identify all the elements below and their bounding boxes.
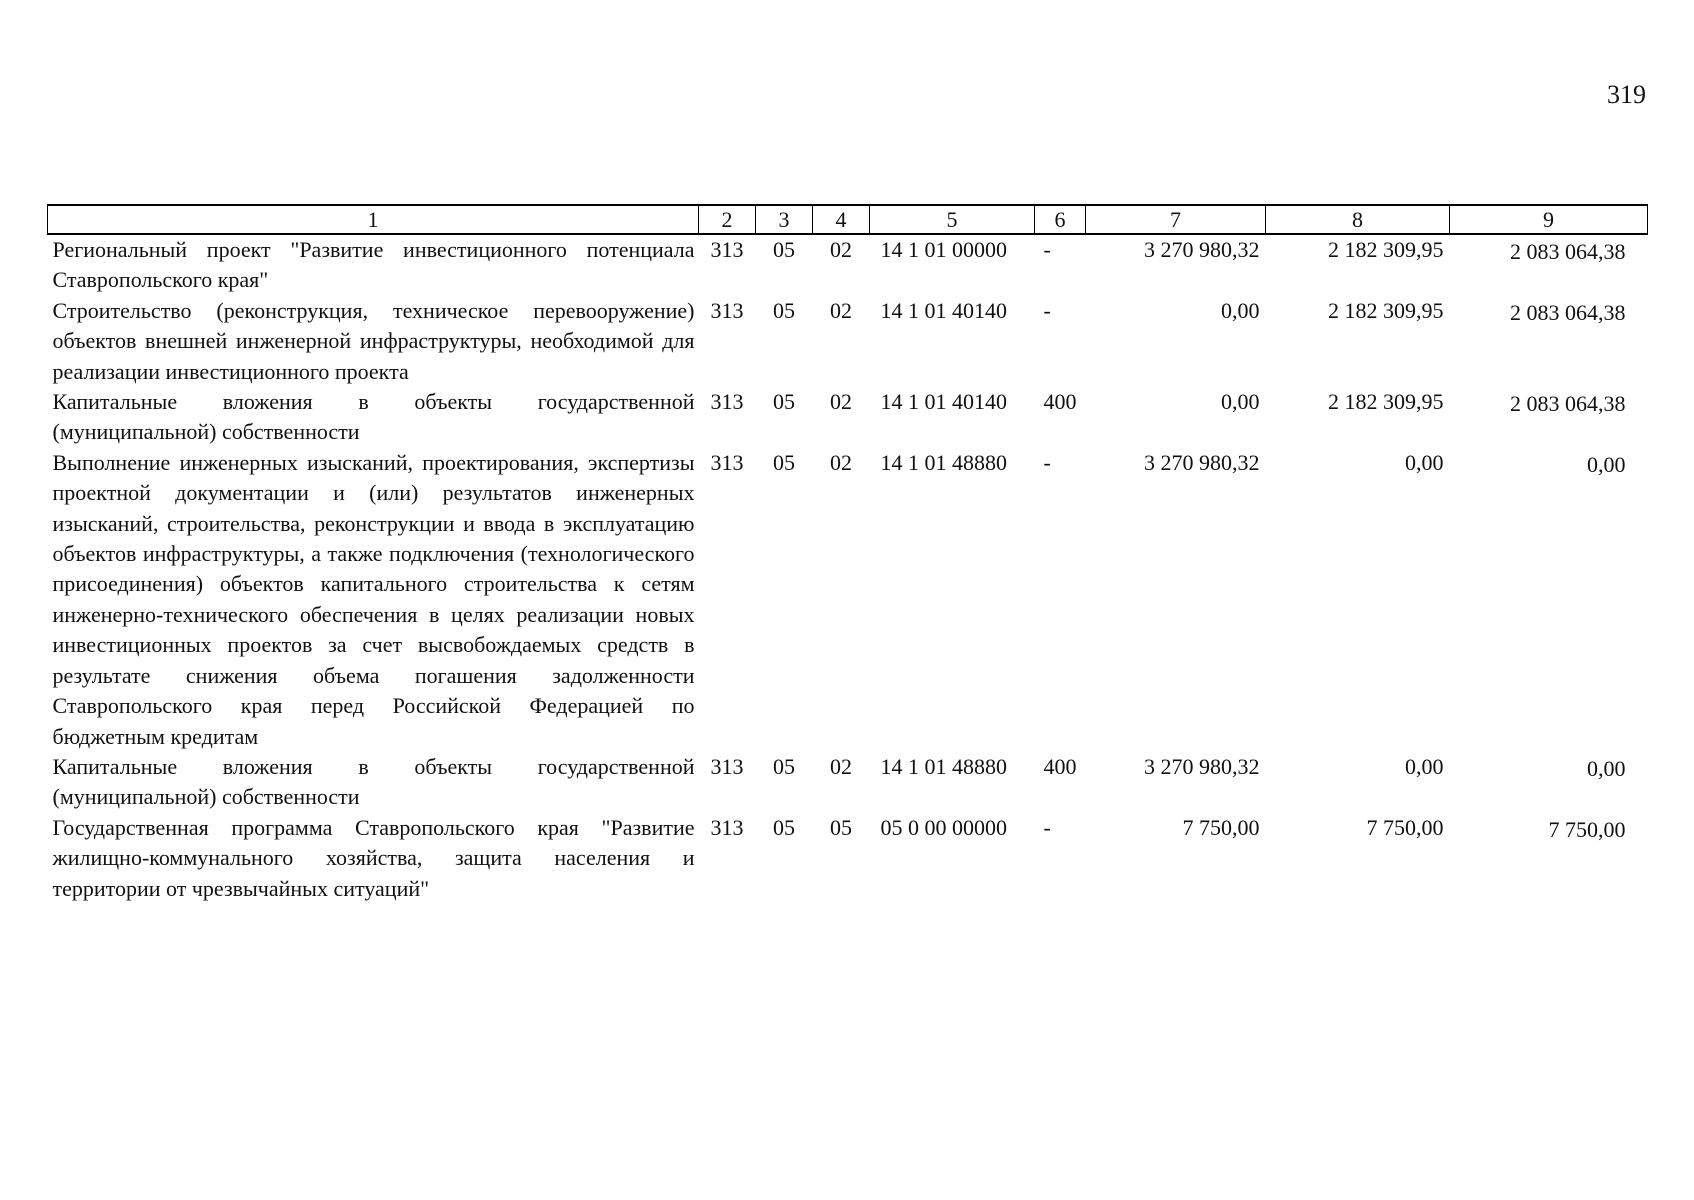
- row-col-8: 2 182 309,95: [1328, 237, 1444, 262]
- row-col-4: 02: [830, 297, 852, 323]
- row-col-3: 05: [773, 814, 795, 840]
- row-name: Государственная программа Ставропольского края "Развитие жилищно-коммунального хозяйства, защита населения и территории от чрезвычайных ситуаций": [52, 814, 695, 901]
- row-col-2: 313: [710, 449, 744, 475]
- row-col-7: 7 750,00: [1182, 814, 1260, 840]
- row-col-9: [1450, 448, 1648, 752]
- row-col-9-value: 2 083 064,38: [1510, 299, 1626, 325]
- row-col-5: 14 1 01 40140: [880, 389, 1007, 415]
- row-col-3: 05: [773, 449, 795, 475]
- row-col-4: 02: [830, 237, 852, 262]
- table-row: [48, 296, 1648, 387]
- row-col-5: 05 0 00 00000: [880, 814, 1007, 840]
- row-col-9: [1450, 296, 1648, 387]
- row-col-2: 313: [710, 297, 744, 323]
- row-col-5: 14 1 01 48880: [880, 753, 1007, 779]
- row-name: Выполнение инженерных изысканий, проектирования, экспертизы проектной документации и (или) результатов инженерных изысканий, строительства, реконструкции и ввода в эксплуатацию объектов инфраструктуры, а также подключения (технологического присоединения) объектов капитального строительства к сетям инженерно-технического обеспечения в целях реализации новых инвестиционных проектов за счет высвобождаемых средств в результате снижения объема погашения задолженности Ставропольского края перед Российской Федерацией по бюджетным кредитам: [52, 449, 695, 749]
- column-header: 3: [756, 205, 813, 234]
- row-col-9-value: 2 083 064,38: [1510, 391, 1626, 417]
- row-col-8: 2 182 309,95: [1328, 297, 1444, 323]
- page-number: 319: [1607, 80, 1646, 109]
- row-col-5: 14 1 01 40140: [880, 297, 1007, 323]
- row-col-3: 05: [773, 753, 795, 779]
- row-col-9-value: 7 750,00: [1548, 816, 1626, 842]
- row-col-4: 02: [830, 753, 852, 779]
- column-header: 8: [1266, 205, 1450, 234]
- row-col-6: -: [1043, 237, 1051, 262]
- row-col-9-value: 2 083 064,38: [1510, 239, 1626, 264]
- row-col-8: 2 182 309,95: [1328, 389, 1444, 415]
- row-col-8: 0,00: [1405, 753, 1444, 779]
- row-col-8: 0,00: [1405, 449, 1444, 475]
- row-col-4: 02: [830, 449, 852, 475]
- row-col-9-value: 0,00: [1587, 451, 1626, 477]
- row-col-7: 0,00: [1221, 297, 1260, 323]
- table-row: [48, 752, 1648, 813]
- row-col-9: [1450, 813, 1648, 904]
- row-col-5: 14 1 01 48880: [880, 449, 1007, 475]
- row-col-6: -: [1043, 814, 1051, 840]
- row-col-8: 7 750,00: [1366, 814, 1444, 840]
- row-col-6: 400: [1043, 753, 1077, 779]
- row-name: Капитальные вложения в объекты государственной (муниципальной) собственности: [52, 389, 695, 445]
- row-name: Капитальные вложения в объекты государственной (муниципальной) собственности: [52, 753, 695, 810]
- row-col-3: 05: [773, 297, 795, 323]
- row-col-4: 02: [830, 389, 852, 415]
- row-col-9: [1450, 387, 1648, 448]
- row-name: Региональный проект "Развитие инвестиционного потенциала Ставропольского края": [52, 237, 695, 293]
- column-header: 6: [1035, 205, 1086, 234]
- column-header: 2: [699, 205, 756, 234]
- column-header: 1: [48, 205, 699, 234]
- column-header: 5: [870, 205, 1035, 234]
- table-row: [48, 813, 1648, 904]
- column-header: 7: [1086, 205, 1266, 234]
- row-col-3: 05: [773, 237, 795, 262]
- column-header: 4: [813, 205, 870, 234]
- table-row: [48, 387, 1648, 448]
- row-col-9-value: 0,00: [1587, 755, 1626, 781]
- column-header: 9: [1450, 205, 1648, 234]
- row-col-6: -: [1043, 297, 1051, 323]
- row-col-7: 0,00: [1221, 389, 1260, 415]
- row-col-2: 313: [710, 753, 744, 779]
- row-col-9: [1450, 752, 1648, 813]
- row-col-2: 313: [710, 389, 744, 415]
- row-col-6: 400: [1043, 389, 1077, 415]
- row-col-6: -: [1043, 449, 1051, 475]
- budget-table: [47, 204, 1648, 904]
- table-row: [48, 234, 1648, 296]
- row-col-7: 3 270 980,32: [1144, 753, 1260, 779]
- table-row: [48, 448, 1648, 752]
- row-col-2: 313: [710, 814, 744, 840]
- row-col-7: 3 270 980,32: [1144, 237, 1260, 262]
- row-col-7: 3 270 980,32: [1144, 449, 1260, 475]
- row-col-3: 05: [773, 389, 795, 415]
- row-col-4: 05: [830, 814, 852, 840]
- row-col-2: 313: [710, 237, 744, 262]
- table-header-row: [48, 205, 1648, 234]
- row-name: Строительство (реконструкция, техническое перевооружение) объектов внешней инженерной инфраструктуры, необходимой для реализации инвестиционного проекта: [52, 297, 695, 384]
- row-col-5: 14 1 01 00000: [880, 237, 1007, 262]
- row-col-9: [1450, 234, 1648, 296]
